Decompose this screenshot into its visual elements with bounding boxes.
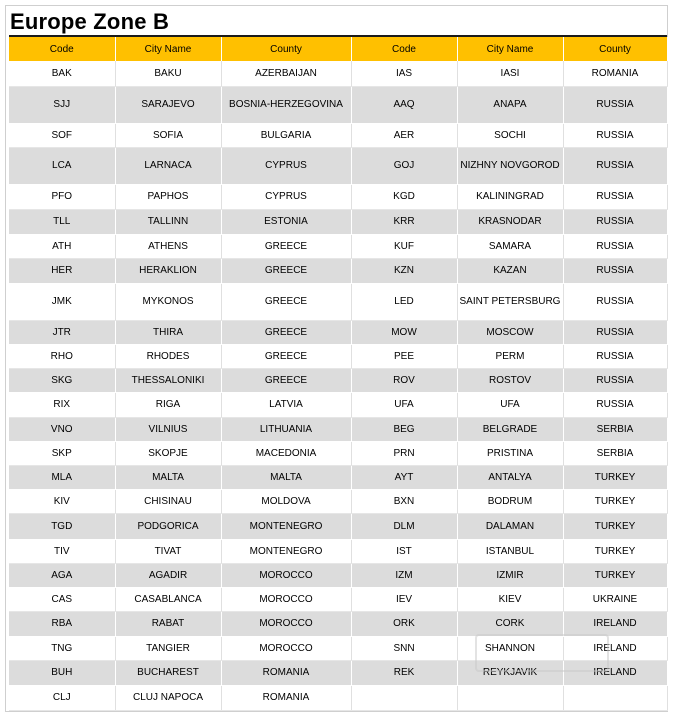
table-row (9, 283, 667, 320)
cell-code-left: CLJ (9, 685, 115, 710)
cell-code-right: ORK (351, 611, 457, 636)
cell-code-left: JMK (9, 283, 115, 320)
table-row (9, 368, 667, 392)
cell-code-right: PRN (351, 441, 457, 465)
cell-county-right: RUSSIA (563, 209, 667, 234)
table-row (9, 147, 667, 184)
table-row (9, 258, 667, 283)
cell-city-right: CORK (457, 611, 563, 636)
cell-county-left: MONTENEGRO (221, 513, 351, 539)
table-row (9, 563, 667, 587)
cell-county-right: RUSSIA (563, 147, 667, 184)
cell-code-left: TIV (9, 539, 115, 563)
cell-county-left: CYPRUS (221, 184, 351, 209)
cell-code-right: GOJ (351, 147, 457, 184)
cell-code-right: BXN (351, 489, 457, 513)
cell-city-right: SOCHI (457, 123, 563, 147)
table-row (9, 441, 667, 465)
table-row (9, 660, 667, 685)
cell-code-right: AAQ (351, 86, 457, 123)
cell-county-left: MOROCCO (221, 611, 351, 636)
cell-city-left: RABAT (115, 611, 221, 636)
cell-county-right: RUSSIA (563, 344, 667, 368)
cell-code-right: DLM (351, 513, 457, 539)
cell-county-left: MOROCCO (221, 636, 351, 660)
cell-city-left: ATHENS (115, 234, 221, 258)
cell-city-left: PAPHOS (115, 184, 221, 209)
cell-county-left: GREECE (221, 368, 351, 392)
cell-city-right: BODRUM (457, 489, 563, 513)
cell-city-right: IASI (457, 61, 563, 86)
table-row (9, 392, 667, 417)
header-county-left: County (221, 37, 351, 61)
cell-county-left: GREECE (221, 283, 351, 320)
cell-code-right: IZM (351, 563, 457, 587)
table-row (9, 636, 667, 660)
cell-county-left: ESTONIA (221, 209, 351, 234)
cell-city-right: KALININGRAD (457, 184, 563, 209)
cell-city-left: SKOPJE (115, 441, 221, 465)
cell-code-left: TGD (9, 513, 115, 539)
cell-code-right: IEV (351, 587, 457, 611)
cell-code-right: LED (351, 283, 457, 320)
cell-city-left: BUCHAREST (115, 660, 221, 685)
cell-city-right: BELGRADE (457, 417, 563, 441)
table-row (9, 234, 667, 258)
cell-county-right: RUSSIA (563, 258, 667, 283)
cell-county-right: RUSSIA (563, 86, 667, 123)
cell-city-left: BAKU (115, 61, 221, 86)
cell-city-left: THESSALONIKI (115, 368, 221, 392)
cell-code-left: VNO (9, 417, 115, 441)
cell-county-right: TURKEY (563, 489, 667, 513)
cell-county-right: ROMANIA (563, 61, 667, 86)
cell-code-right: UFA (351, 392, 457, 417)
cell-city-right: SHANNON (457, 636, 563, 660)
cell-city-right: MOSCOW (457, 320, 563, 344)
cell-county-left: ROMANIA (221, 660, 351, 685)
cell-city-right: PRISTINA (457, 441, 563, 465)
cell-city-right: SAMARA (457, 234, 563, 258)
table-row (9, 611, 667, 636)
cell-code-left: TNG (9, 636, 115, 660)
cell-city-left: TIVAT (115, 539, 221, 563)
cell-code-right: KGD (351, 184, 457, 209)
cell-county-left: MOROCCO (221, 563, 351, 587)
cell-code-left: JTR (9, 320, 115, 344)
cell-code-right: AER (351, 123, 457, 147)
header-row (9, 37, 667, 61)
cell-code-left: LCA (9, 147, 115, 184)
cell-code-right: KRR (351, 209, 457, 234)
cell-county-left: ROMANIA (221, 685, 351, 710)
table-row (9, 123, 667, 147)
cell-city-left: THIRA (115, 320, 221, 344)
cell-city-left: MALTA (115, 465, 221, 489)
cell-county-right: TURKEY (563, 513, 667, 539)
cell-city-right: ISTANBUL (457, 539, 563, 563)
table-row (9, 489, 667, 513)
cell-code-left: HER (9, 258, 115, 283)
cell-county-right: RUSSIA (563, 320, 667, 344)
cell-city-left: TANGIER (115, 636, 221, 660)
cell-city-right: KAZAN (457, 258, 563, 283)
cell-county-left: LATVIA (221, 392, 351, 417)
cell-code-right: KZN (351, 258, 457, 283)
table-row (9, 465, 667, 489)
cell-code-right: KUF (351, 234, 457, 258)
table-row (9, 320, 667, 344)
cell-city-right: NIZHNY NOVGOROD (457, 147, 563, 184)
cell-city-right: KIEV (457, 587, 563, 611)
cell-code-right: IST (351, 539, 457, 563)
cell-county-left: GREECE (221, 234, 351, 258)
cell-code-left: ATH (9, 234, 115, 258)
cell-county-left: CYPRUS (221, 147, 351, 184)
cell-code-right: IAS (351, 61, 457, 86)
cell-county-right: SERBIA (563, 441, 667, 465)
cell-code-left: RHO (9, 344, 115, 368)
cell-code-left: SJJ (9, 86, 115, 123)
cell-code-right: REK (351, 660, 457, 685)
table-row (9, 417, 667, 441)
cell-code-left: CAS (9, 587, 115, 611)
cell-county-right: IRELAND (563, 611, 667, 636)
cell-city-left: SOFIA (115, 123, 221, 147)
cell-code-left: RBA (9, 611, 115, 636)
cell-county-left: LITHUANIA (221, 417, 351, 441)
cell-city-right: KRASNODAR (457, 209, 563, 234)
cell-city-left: SARAJEVO (115, 86, 221, 123)
cell-code-right: PEE (351, 344, 457, 368)
cell-county-right: RUSSIA (563, 283, 667, 320)
cell-code-left: BAK (9, 61, 115, 86)
table-row (9, 685, 667, 710)
table-row (9, 587, 667, 611)
cell-county-right: IRELAND (563, 636, 667, 660)
cell-code-left: RIX (9, 392, 115, 417)
cell-county-right: SERBIA (563, 417, 667, 441)
cell-city-left: AGADIR (115, 563, 221, 587)
cell-county-left: GREECE (221, 344, 351, 368)
header-code-left: Code (9, 37, 115, 61)
cell-county-left: GREECE (221, 258, 351, 283)
cell-city-right: REYKJAVIK (457, 660, 563, 685)
cell-city-left: RHODES (115, 344, 221, 368)
page-title: Europe Zone B (10, 9, 170, 34)
cell-code-left: KIV (9, 489, 115, 513)
table-body (9, 61, 667, 710)
cell-county-right: RUSSIA (563, 184, 667, 209)
cell-county-left: MALTA (221, 465, 351, 489)
cell-city-right: SAINT PETERSBURG (457, 283, 563, 320)
cell-code-left: MLA (9, 465, 115, 489)
cell-city-left: LARNACA (115, 147, 221, 184)
cell-county-right: TURKEY (563, 539, 667, 563)
cell-county-right (563, 685, 667, 710)
cell-county-left: MACEDONIA (221, 441, 351, 465)
cell-code-right (351, 685, 457, 710)
cell-county-right: TURKEY (563, 465, 667, 489)
cell-county-right: RUSSIA (563, 234, 667, 258)
cell-code-right: ROV (351, 368, 457, 392)
cell-code-left: SKP (9, 441, 115, 465)
cell-county-left: GREECE (221, 320, 351, 344)
cell-city-right: ANTALYA (457, 465, 563, 489)
table-row (9, 209, 667, 234)
cell-code-left: SKG (9, 368, 115, 392)
cell-city-right (457, 685, 563, 710)
table-row (9, 86, 667, 123)
airport-table (9, 37, 668, 711)
cell-county-right: UKRAINE (563, 587, 667, 611)
cell-code-left: BUH (9, 660, 115, 685)
cell-code-left: SOF (9, 123, 115, 147)
cell-code-left: AGA (9, 563, 115, 587)
table-row (9, 344, 667, 368)
cell-county-right: IRELAND (563, 660, 667, 685)
cell-county-right: RUSSIA (563, 368, 667, 392)
table-row (9, 539, 667, 563)
cell-county-right: RUSSIA (563, 123, 667, 147)
cell-code-right: BEG (351, 417, 457, 441)
cell-code-right: AYT (351, 465, 457, 489)
table-row (9, 184, 667, 209)
cell-code-right: SNN (351, 636, 457, 660)
cell-county-right: TURKEY (563, 563, 667, 587)
cell-city-left: CHISINAU (115, 489, 221, 513)
cell-city-right: PERM (457, 344, 563, 368)
cell-city-left: VILNIUS (115, 417, 221, 441)
cell-county-right: RUSSIA (563, 392, 667, 417)
cell-city-left: HERAKLION (115, 258, 221, 283)
table-row (9, 513, 667, 539)
cell-city-left: TALLINN (115, 209, 221, 234)
cell-county-left: MOLDOVA (221, 489, 351, 513)
header-city-left: City Name (115, 37, 221, 61)
cell-city-left: CLUJ NAPOCA (115, 685, 221, 710)
cell-city-left: CASABLANCA (115, 587, 221, 611)
cell-city-right: DALAMAN (457, 513, 563, 539)
cell-code-right: MOW (351, 320, 457, 344)
cell-county-left: MONTENEGRO (221, 539, 351, 563)
cell-city-right: IZMIR (457, 563, 563, 587)
table-row (9, 61, 667, 86)
cell-code-left: TLL (9, 209, 115, 234)
cell-city-right: UFA (457, 392, 563, 417)
cell-county-left: BOSNIA-HERZEGOVINA (221, 86, 351, 123)
cell-county-left: MOROCCO (221, 587, 351, 611)
header-county-right: County (563, 37, 667, 61)
cell-city-right: ANAPA (457, 86, 563, 123)
cell-city-left: PODGORICA (115, 513, 221, 539)
cell-county-left: BULGARIA (221, 123, 351, 147)
cell-city-right: ROSTOV (457, 368, 563, 392)
cell-code-left: PFO (9, 184, 115, 209)
header-city-right: City Name (457, 37, 563, 61)
cell-city-left: RIGA (115, 392, 221, 417)
cell-county-left: AZERBAIJAN (221, 61, 351, 86)
header-code-right: Code (351, 37, 457, 61)
cell-city-left: MYKONOS (115, 283, 221, 320)
